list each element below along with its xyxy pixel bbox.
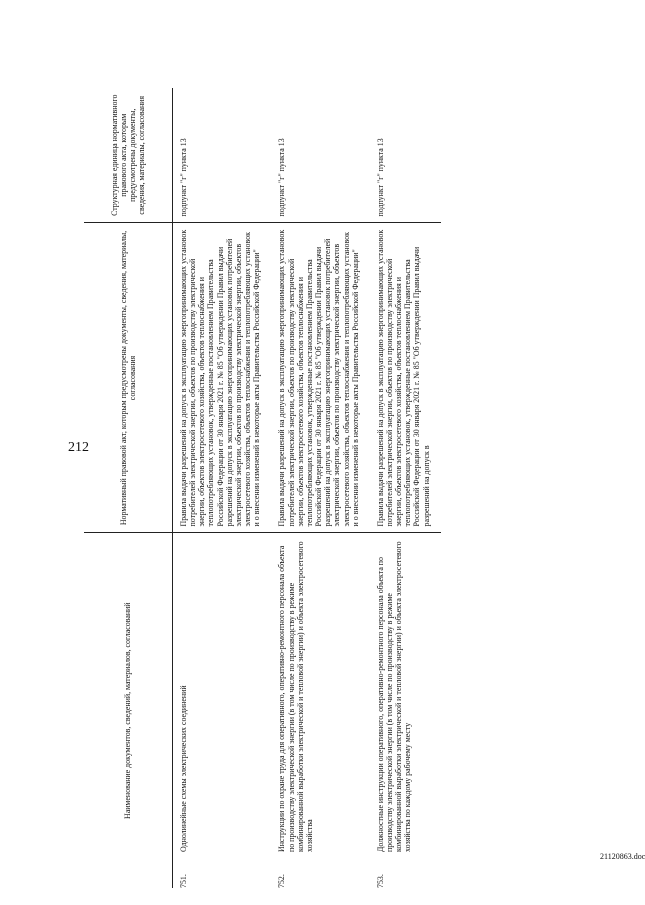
header-legal-act: Нормативный правовой акт, которым предусмотрены документы, сведения, материалы, согласования — [84, 223, 173, 533]
table-header-row — [84, 88, 173, 888]
page-number: 212 — [68, 440, 89, 455]
row-number: 752. — [277, 874, 287, 888]
header-document-name: Наименование документов, сведений, материалов, согласований — [84, 533, 173, 888]
document-name-cell: Однолинейные схемы электрических соединений — [179, 685, 188, 852]
legal-act-cell: Правила выдачи разрешений на допуск в эксплуатацию энергопринимающих установок потребителей электрической энергии, объектов по производству электрической энергии, объектов электросетевого хозяйства, объектов теплоснабжения и теплопотребляющих установок, утвержденные постановлением Правительства Российской Федерации от 30 января 2021 г. № 85 "Об утверждении Правил выдачи разрешений на допуск в — [370, 223, 441, 533]
table-row — [370, 88, 441, 888]
legal-act-cell: Правила выдачи разрешений на допуск в эксплуатацию энергопринимающих установок потребителей электрической энергии, объектов по производству электрической энергии, объектов электросетевого хозяйства, объектов теплоснабжения и теплопотребляющих установок, утвержденные постановлением Правительства Российской Федерации от 30 января 2021 г. № 85 "Об утверждении Правил выдачи разрешений на допуск в эксплуатацию энергопринимающих установок потребителей электрической энергии, объектов по производству электрической энергии, объектов электросетевого хозяйства, объектов теплоснабжения и теплопотребляющих установок и о внесении изменений в некоторые акты Правительства Российской Федерации" — [173, 223, 272, 533]
documents-table — [84, 88, 441, 888]
legal-act-cell: Правила выдачи разрешений на допуск в эксплуатацию энергопринимающих установок потребителей электрической энергии, объектов по производству электрической энергии, объектов электросетевого хозяйства, объектов теплоснабжения и теплопотребляющих установок, утвержденные постановлением Правительства Российской Федерации от 30 января 2021 г. № 85 "Об утверждении Правил выдачи разрешений на допуск в эксплуатацию энергопринимающих установок потребителей электрической энергии, объектов по производству электрической энергии, объектов электросетевого хозяйства, объектов теплоснабжения и теплопотребляющих установок и о внесении изменений в некоторые акты Правительства Российской Федерации" — [271, 223, 369, 533]
row-number: 751. — [179, 874, 188, 888]
row-number: 753. — [375, 874, 385, 888]
document-name-cell: Должностные инструкции оперативного, оперативно-ремонтного персонала объекта по производству электрической энергии (в том числе по производству в режиме комбинированной выработки электрической и тепловой энергии) и объекта электросетевого хозяйства по каждому рабочему месту — [375, 541, 413, 852]
document-name-cell: Инструкции по охране труда для оперативного, оперативно-ремонтного персонала объекта по производству электрической энергии (в том числе по производству в режиме комбинированной выработки электрической и тепловой энергии) и объекта электросетевого хозяйства — [277, 541, 314, 852]
rotated-table-container — [84, 88, 584, 888]
structural-unit-cell: подпункт "г" пункта 13 — [370, 88, 441, 223]
structural-unit-cell: подпункт "г" пункта 13 — [173, 88, 272, 223]
header-structural-unit: Структурная единица нормативного правового акта, которым предусмотрены документы, сведения, материалы, согласования — [84, 88, 173, 223]
footer-document-code: 21120863.doc — [600, 852, 645, 861]
table-row — [173, 88, 272, 888]
table-row — [271, 88, 369, 888]
structural-unit-cell: подпункт "г" пункта 13 — [271, 88, 369, 223]
